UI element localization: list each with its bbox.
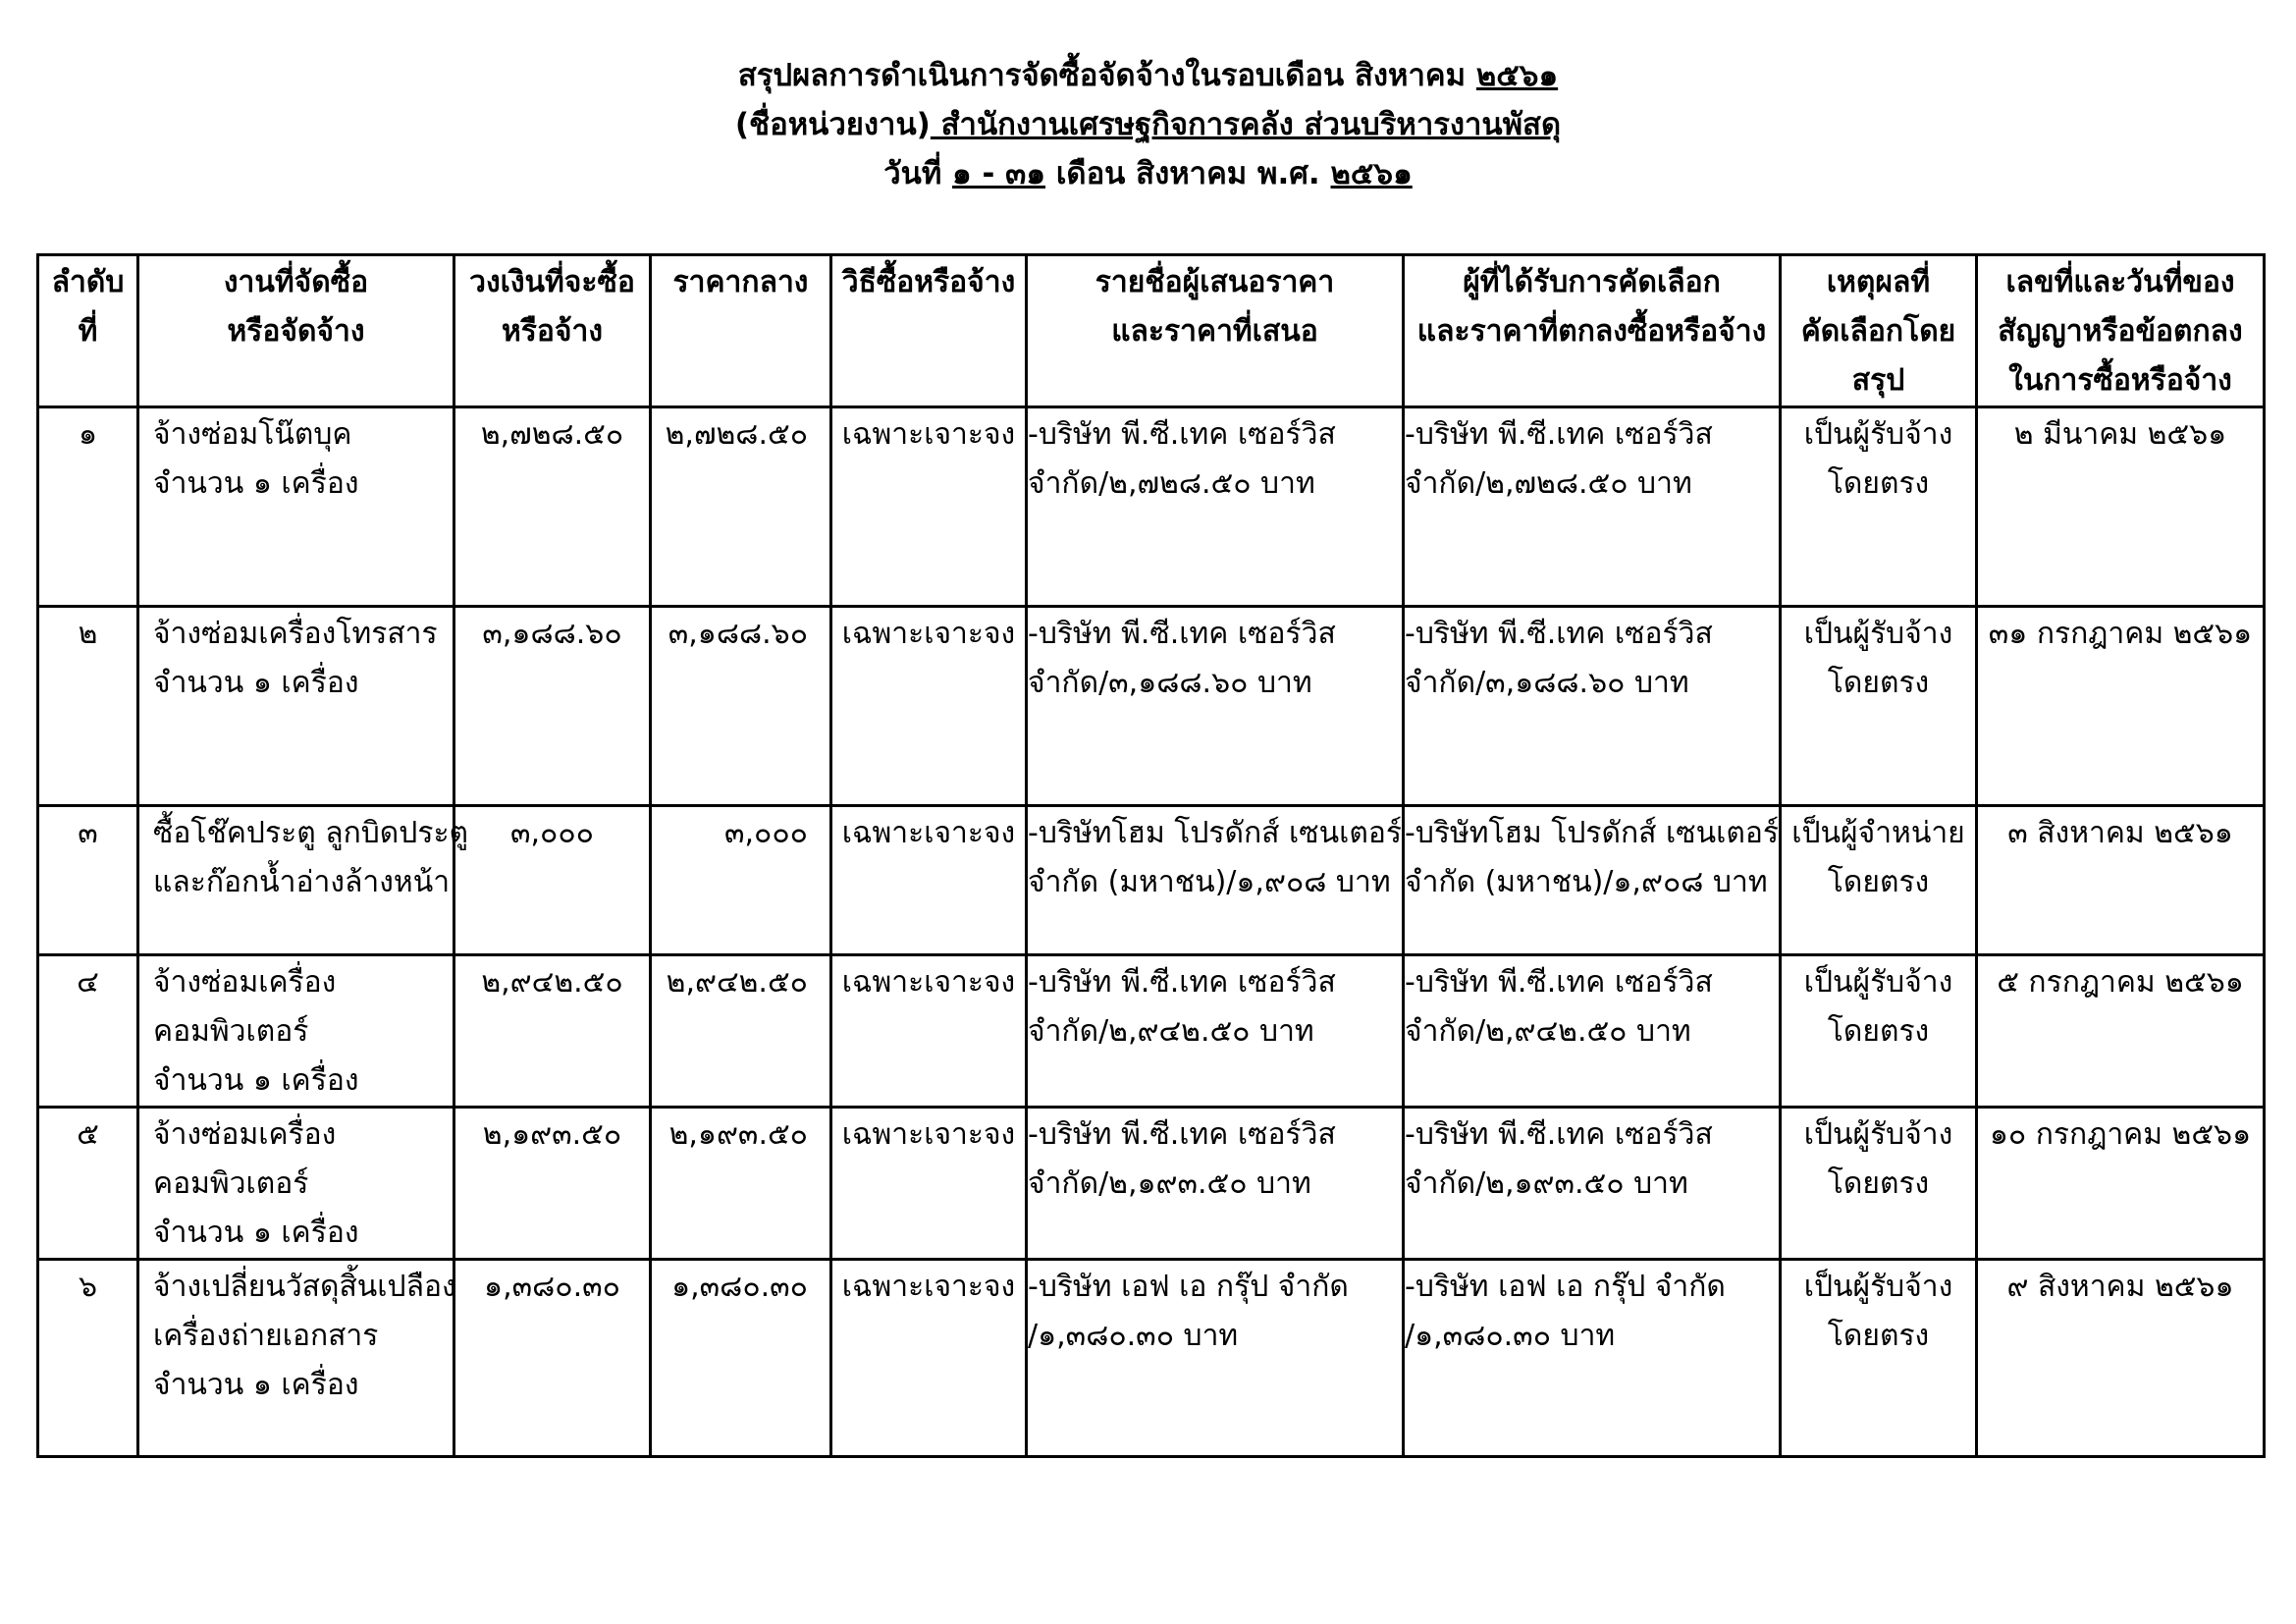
cell-reason: เป็นผู้รับจ้าง โดยตรง xyxy=(1781,955,1977,1108)
cell-selected: -บริษัท พี.ซี.เทค เซอร์วิส จำกัด/๒,๙๔๒.๕๐ บาท xyxy=(1404,955,1781,1108)
cell-contract: ๕ กรกฎาคม ๒๕๖๑ xyxy=(1977,955,2265,1108)
header-selected: ผู้ที่ได้รับการคัดเลือก และราคาที่ตกลงซื้อหรือจ้าง xyxy=(1404,255,1781,407)
cell-method: เฉพาะเจาะจง xyxy=(831,407,1027,607)
cell-selected: -บริษัท พี.ซี.เทค เซอร์วิส จำกัด/๓,๑๘๘.๖๐ บาท xyxy=(1404,607,1781,806)
cell-item: จ้างซ่อมเครื่อง คอมพิวเตอร์ จำนวน ๑ เครื่อง xyxy=(138,1108,454,1260)
cell-reason: เป็นผู้จำหน่าย โดยตรง xyxy=(1781,806,1977,955)
cell-selected: -บริษัทโฮม โปรดักส์ เซนเตอร์ จำกัด (มหาชน)/๑,๙๐๘ บาท xyxy=(1404,806,1781,955)
cell-reason: เป็นผู้รับจ้าง โดยตรง xyxy=(1781,1108,1977,1260)
cell-method: เฉพาะเจาะจง xyxy=(831,955,1027,1108)
cell-bidders: -บริษัท พี.ซี.เทค เซอร์วิส จำกัด/๓,๑๘๘.๖๐ บาท xyxy=(1027,607,1404,806)
date-year: ๒๕๖๑ xyxy=(1330,156,1413,191)
document-header xyxy=(0,51,2296,198)
cell-median-price: ๒,๑๙๓.๕๐ xyxy=(651,1108,831,1260)
table-row xyxy=(38,1108,2265,1260)
cell-item: จ้างซ่อมโน๊ตบุค จำนวน ๑ เครื่อง xyxy=(138,407,454,607)
cell-reason: เป็นผู้รับจ้าง โดยตรง xyxy=(1781,607,1977,806)
cell-median-price: ๓,๐๐๐ xyxy=(651,806,831,955)
cell-no: ๓ xyxy=(38,806,138,955)
header-contract: เลขที่และวันที่ของ สัญญาหรือข้อตกลง ในการซื้อหรือจ้าง xyxy=(1977,255,2265,407)
cell-no: ๔ xyxy=(38,955,138,1108)
cell-no: ๖ xyxy=(38,1260,138,1457)
cell-median-price: ๒,๗๒๘.๕๐ xyxy=(651,407,831,607)
date-line: วันที่ ๑ - ๓๑ เดือน สิงหาคม พ.ศ. ๒๕๖๑ xyxy=(883,156,1413,191)
cell-no: ๕ xyxy=(38,1108,138,1260)
cell-method: เฉพาะเจาะจง xyxy=(831,1108,1027,1260)
cell-contract: ๓๑ กรกฎาคม ๒๕๖๑ xyxy=(1977,607,2265,806)
header-budget: วงเงินที่จะซื้อ หรือจ้าง xyxy=(454,255,651,407)
document-title: สรุปผลการดำเนินการจัดซื้อจัดจ้างในรอบเดือน สิงหาคม ๒๕๖๑ xyxy=(737,58,1559,93)
header-reason: เหตุผลที่ คัดเลือกโดย สรุป xyxy=(1781,255,1977,407)
cell-contract: ๓ สิงหาคม ๒๕๖๑ xyxy=(1977,806,2265,955)
header-row xyxy=(38,255,2265,407)
cell-selected: -บริษัท พี.ซี.เทค เซอร์วิส จำกัด/๒,๑๙๓.๕๐ บาท xyxy=(1404,1108,1781,1260)
cell-no: ๒ xyxy=(38,607,138,806)
cell-budget: ๒,๑๙๓.๕๐ xyxy=(454,1108,651,1260)
agency-name: สำนักงานเศรษฐกิจการคลัง ส่วนบริหารงานพัสดุ xyxy=(930,107,1562,142)
cell-budget: ๓,๐๐๐ xyxy=(454,806,651,955)
cell-bidders: -บริษัท พี.ซี.เทค เซอร์วิส จำกัด/๒,๙๔๒.๕๐ บาท xyxy=(1027,955,1404,1108)
table-row xyxy=(38,607,2265,806)
header-median-price: ราคากลาง xyxy=(651,255,831,407)
cell-no: ๑ xyxy=(38,407,138,607)
cell-item: ซื้อโช๊คประตู ลูกบิดประตู และก๊อกน้ำอ่างล้างหน้า xyxy=(138,806,454,955)
cell-bidders: -บริษัท พี.ซี.เทค เซอร์วิส จำกัด/๒,๗๒๘.๕๐ บาท xyxy=(1027,407,1404,607)
header-item: งานที่จัดซื้อ หรือจัดจ้าง xyxy=(138,255,454,407)
cell-method: เฉพาะเจาะจง xyxy=(831,1260,1027,1457)
cell-item: จ้างซ่อมเครื่องโทรสาร จำนวน ๑ เครื่อง xyxy=(138,607,454,806)
date-range: ๑ - ๓๑ xyxy=(952,156,1046,191)
cell-reason: เป็นผู้รับจ้าง โดยตรง xyxy=(1781,407,1977,607)
cell-budget: ๑,๓๘๐.๓๐ xyxy=(454,1260,651,1457)
cell-median-price: ๑,๓๘๐.๓๐ xyxy=(651,1260,831,1457)
header-method: วิธีซื้อหรือจ้าง xyxy=(831,255,1027,407)
cell-selected: -บริษัท พี.ซี.เทค เซอร์วิส จำกัด/๒,๗๒๘.๕๐ บาท xyxy=(1404,407,1781,607)
table-row xyxy=(38,806,2265,955)
table-row xyxy=(38,407,2265,607)
table-row xyxy=(38,955,2265,1108)
cell-bidders: -บริษัท พี.ซี.เทค เซอร์วิส จำกัด/๒,๑๙๓.๕๐ บาท xyxy=(1027,1108,1404,1260)
cell-method: เฉพาะเจาะจง xyxy=(831,806,1027,955)
cell-method: เฉพาะเจาะจง xyxy=(831,607,1027,806)
cell-median-price: ๓,๑๘๘.๖๐ xyxy=(651,607,831,806)
header-no: ลำดับ ที่ xyxy=(38,255,138,407)
cell-item: จ้างซ่อมเครื่อง คอมพิวเตอร์ จำนวน ๑ เครื่อง xyxy=(138,955,454,1108)
cell-budget: ๒,๗๒๘.๕๐ xyxy=(454,407,651,607)
cell-contract: ๒ มีนาคม ๒๕๖๑ xyxy=(1977,407,2265,607)
table-row xyxy=(38,1260,2265,1457)
cell-contract: ๙ สิงหาคม ๒๕๖๑ xyxy=(1977,1260,2265,1457)
cell-bidders: -บริษัท เอฟ เอ กรุ๊ป จำกัด /๑,๓๘๐.๓๐ บาท xyxy=(1027,1260,1404,1457)
agency-line: (ชื่อหน่วยงาน) สำนักงานเศรษฐกิจการคลัง ส่วนบริหารงานพัสดุ xyxy=(734,107,1562,142)
cell-item: จ้างเปลี่ยนวัสดุสิ้นเปลือง เครื่องถ่ายเอกสาร จำนวน ๑ เครื่อง xyxy=(138,1260,454,1457)
cell-budget: ๒,๙๔๒.๕๐ xyxy=(454,955,651,1108)
header-bidders: รายชื่อผู้เสนอราคา และราคาที่เสนอ xyxy=(1027,255,1404,407)
procurement-table xyxy=(36,253,2266,1458)
cell-contract: ๑๐ กรกฎาคม ๒๕๖๑ xyxy=(1977,1108,2265,1260)
cell-selected: -บริษัท เอฟ เอ กรุ๊ป จำกัด /๑,๓๘๐.๓๐ บาท xyxy=(1404,1260,1781,1457)
cell-median-price: ๒,๙๔๒.๕๐ xyxy=(651,955,831,1108)
cell-budget: ๓,๑๘๘.๖๐ xyxy=(454,607,651,806)
cell-bidders: -บริษัทโฮม โปรดักส์ เซนเตอร์ จำกัด (มหาชน)/๑,๙๐๘ บาท xyxy=(1027,806,1404,955)
title-year: ๒๕๖๑ xyxy=(1475,58,1559,93)
cell-reason: เป็นผู้รับจ้าง โดยตรง xyxy=(1781,1260,1977,1457)
